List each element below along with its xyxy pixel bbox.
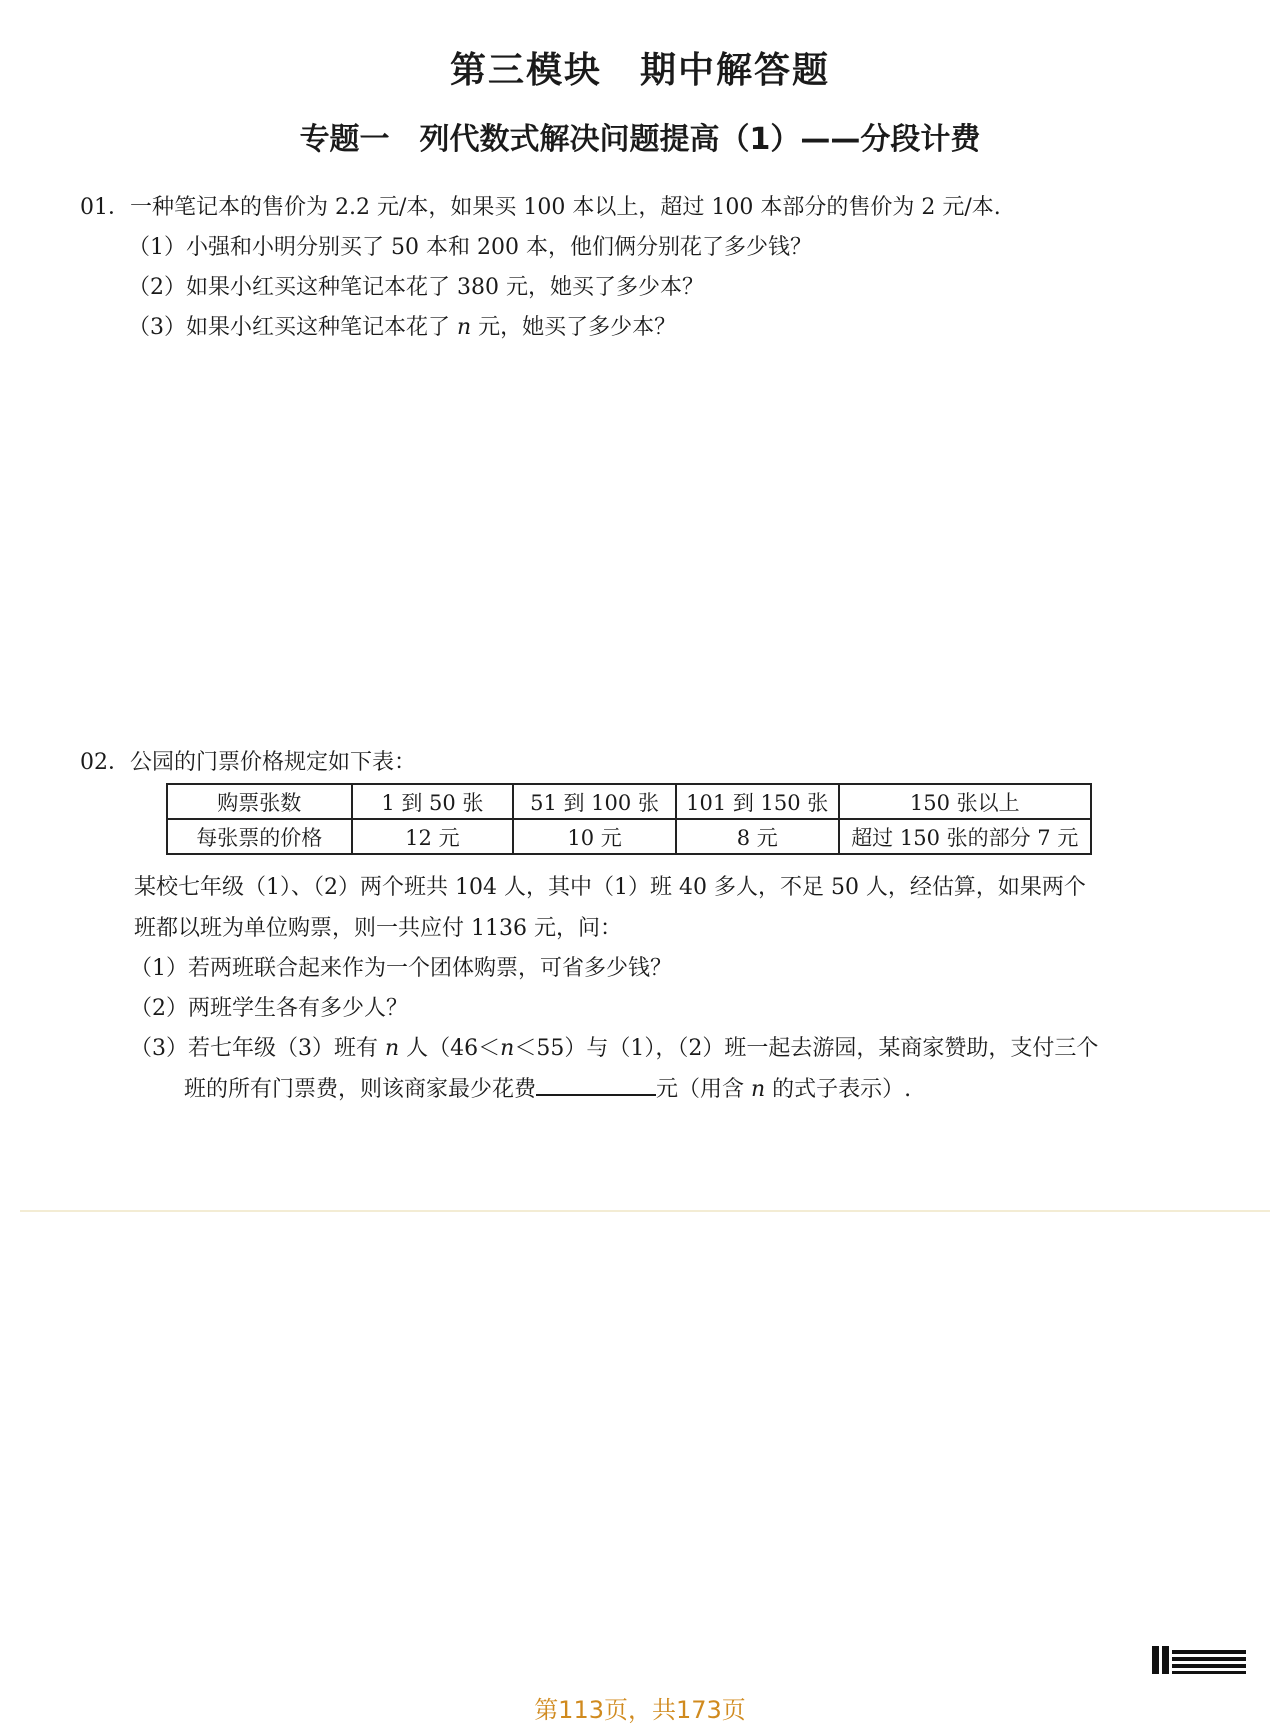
question-2-part-3 xyxy=(130,1031,1098,1062)
text-segment: 的式子表示）. xyxy=(765,1077,912,1102)
table-cell: 购票张数 xyxy=(167,784,352,819)
page-number-footer: 第113页，共173页 xyxy=(534,1696,746,1724)
variable-n: n xyxy=(751,1077,766,1102)
question-1-stem: 01．一种笔记本的售价为 2.2 元/本，如果买 100 本以上，超过 100 本部分的售价为 2 元/本. xyxy=(80,195,1001,220)
table-cell: 150 张以上 xyxy=(839,784,1091,819)
table-row xyxy=(167,819,1091,854)
text-segment: 元，她买了多少本？ xyxy=(471,315,677,340)
question-2-part-2: （2）两班学生各有多少人？ xyxy=(130,996,408,1021)
answer-blank[interactable] xyxy=(536,1072,656,1096)
table-cell: 10 元 xyxy=(513,819,676,854)
question-2-context-line-2: 班都以班为单位购票，则一共应付 1136 元，问： xyxy=(134,916,622,941)
text-segment: （3）若七年级（3）班有 xyxy=(130,1036,385,1061)
table-cell: 8 元 xyxy=(676,819,839,854)
page-title: 第三模块 期中解答题 xyxy=(449,50,830,91)
question-2-stem: 02．公园的门票价格规定如下表： xyxy=(80,750,416,775)
book-stack-logo-icon xyxy=(1150,1642,1254,1678)
table-cell: 51 到 100 张 xyxy=(513,784,676,819)
question-2-context-line-1: 某校七年级（1）、（2）两个班共 104 人，其中（1）班 40 多人，不足 50 人，经估算，如果两个 xyxy=(134,875,1086,900)
table-row xyxy=(167,784,1091,819)
text-segment: 班的所有门票费，则该商家最少花费 xyxy=(184,1077,537,1102)
question-2-part-3-line-2 xyxy=(184,1072,911,1103)
section-subtitle: 专题一 列代数式解决问题提高（1）——分段计费 xyxy=(299,122,981,157)
table-cell: 1 到 50 张 xyxy=(352,784,514,819)
table-cell: 每张票的价格 xyxy=(167,819,352,854)
question-1-part-1: （1）小强和小明分别买了 50 本和 200 本，他们俩分别花了多少钱？ xyxy=(128,235,812,260)
variable-n: n xyxy=(457,315,472,340)
variable-n: n xyxy=(385,1036,400,1061)
text-segment: 元（用含 xyxy=(656,1077,752,1102)
table-cell: 12 元 xyxy=(352,819,514,854)
question-2-part-1: （1）若两班联合起来作为一个团体购票，可省多少钱？ xyxy=(130,956,672,981)
question-1-part-2: （2）如果小红买这种笔记本花了 380 元，她买了多少本？ xyxy=(128,275,704,300)
variable-n: n xyxy=(500,1036,515,1061)
text-segment: ＜55）与（1），（2）班一起去游园，某商家赞助，支付三个 xyxy=(514,1036,1099,1061)
table-cell: 101 到 150 张 xyxy=(676,784,839,819)
ticket-price-table xyxy=(166,783,1092,855)
question-1-part-3 xyxy=(128,310,676,341)
text-segment: 人（46＜ xyxy=(399,1036,501,1061)
text-segment: （3）如果小红买这种笔记本花了 xyxy=(128,315,457,340)
table-cell: 超过 150 张的部分 7 元 xyxy=(839,819,1091,854)
scan-artifact-band xyxy=(20,1210,1270,1212)
